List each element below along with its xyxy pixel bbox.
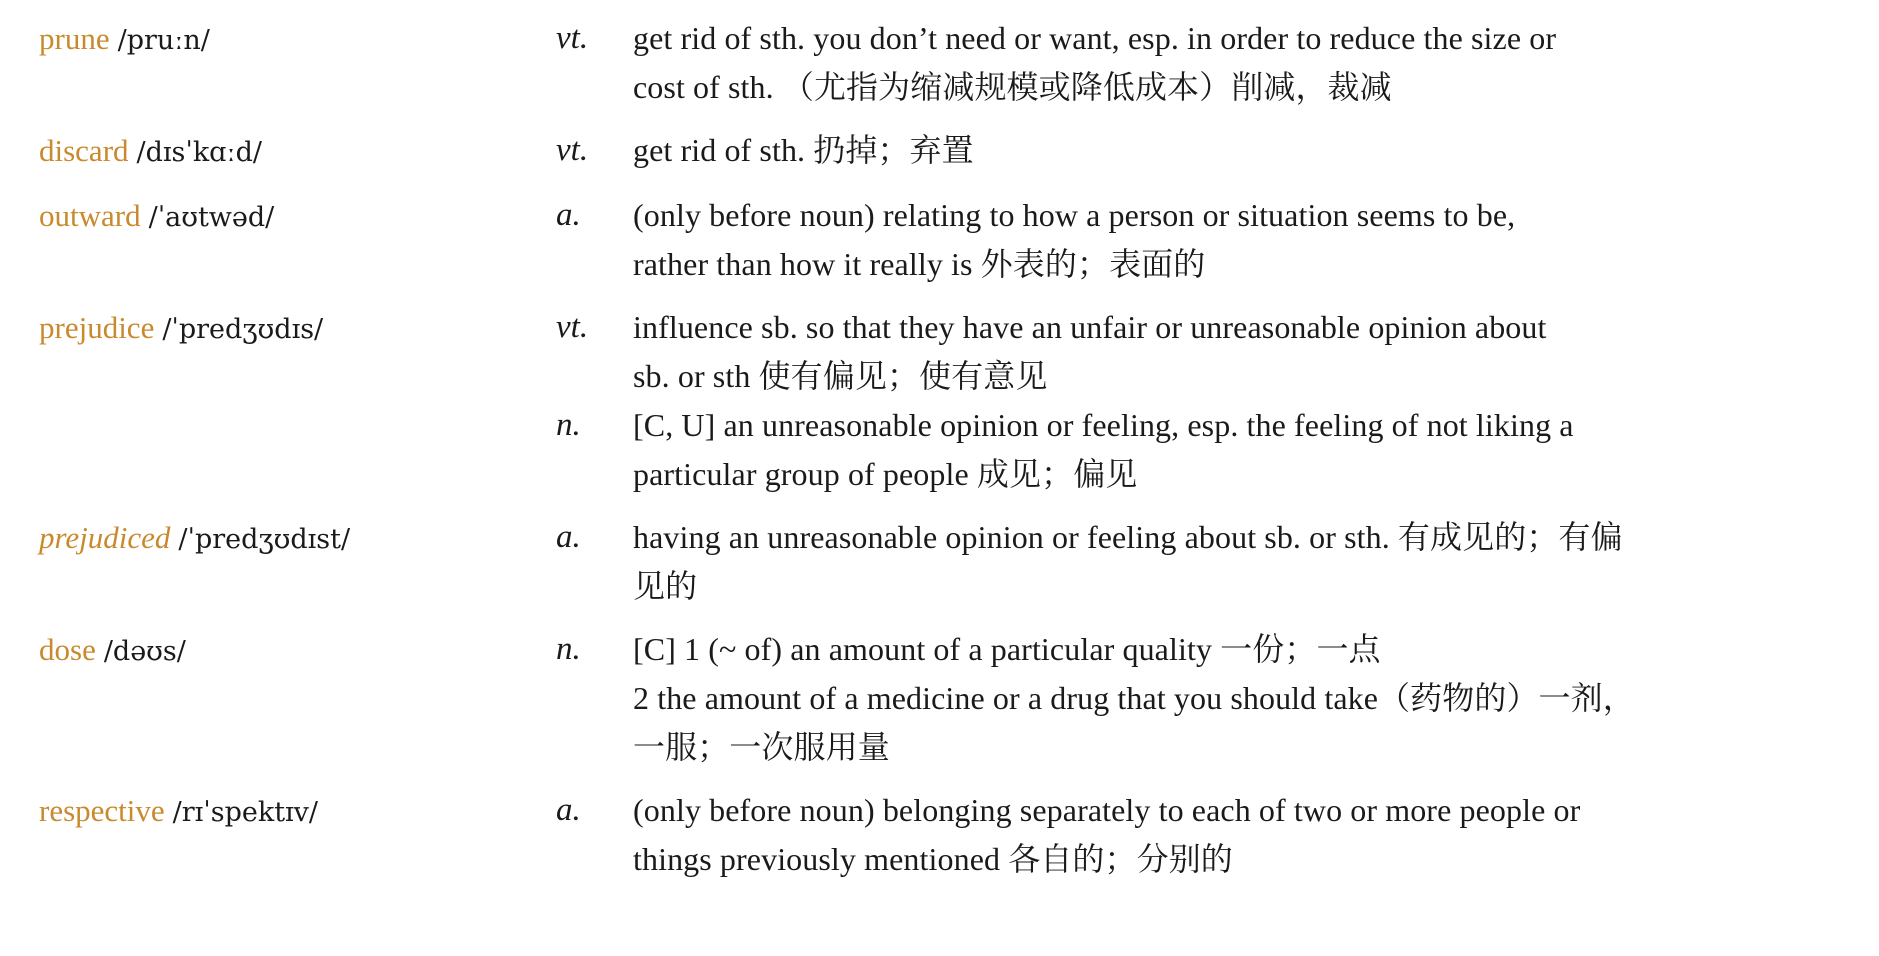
entry-prune (0, 14, 1879, 112)
sense (556, 786, 1853, 884)
definition-line: 见的 (633, 568, 698, 604)
phonetic: /ˈpredʒʊdɪst/ (178, 524, 351, 555)
definition-line: rather than how it really is 外表的；表面的 (633, 246, 1206, 282)
definition-line: [C, U] an unreasonable opinion or feeling, esp. the feeling of not liking a (633, 407, 1574, 443)
part-of-speech: n. (556, 407, 581, 443)
sense (556, 303, 1853, 401)
part-of-speech: vt. (556, 132, 589, 168)
definition-line: influence sb. so that they have an unfair or unreasonable opinion about (633, 309, 1547, 345)
sense (556, 625, 1853, 772)
sense (556, 126, 1853, 175)
phonetic: /pruːn/ (117, 25, 210, 56)
definition-line: things previously mentioned 各自的；分别的 (633, 841, 1233, 877)
definition-line: get rid of sth. you don’t need or want, esp. in order to reduce the size or (633, 20, 1557, 56)
part-of-speech: vt. (556, 309, 589, 345)
entry-discard (0, 126, 1879, 177)
headword: dose (39, 632, 96, 667)
phonetic: /ˈaʊtwəd/ (148, 202, 275, 233)
definition (633, 513, 1853, 611)
headword: prune (39, 21, 110, 56)
definition (633, 126, 1853, 175)
part-of-speech: a. (556, 792, 581, 828)
definition-line: cost of sth. （尤指为缩减规模或降低成本）削减，裁减 (633, 69, 1392, 105)
definition-line: (only before noun) relating to how a person or situation seems to be, (633, 197, 1516, 233)
definition (633, 191, 1853, 289)
definition-line: 2 the amount of a medicine or a drug that you should take（药物的）一剂， (633, 680, 1635, 716)
entry-prejudiced (0, 513, 1879, 611)
definition-line: particular group of people 成见；偏见 (633, 456, 1138, 492)
phonetic: /dɪsˈkɑːd/ (136, 137, 262, 168)
sense (556, 191, 1853, 289)
definition-line: sb. or sth 使有偏见；使有意见 (633, 358, 1048, 394)
sense (556, 401, 1853, 499)
phonetic: /dəʊs/ (103, 636, 186, 667)
headword: outward (39, 198, 141, 233)
entry-respective (0, 786, 1879, 884)
definition (633, 786, 1853, 884)
part-of-speech: vt. (556, 20, 589, 56)
part-of-speech: a. (556, 197, 581, 233)
sense (556, 513, 1853, 611)
definition (633, 303, 1853, 401)
part-of-speech: n. (556, 631, 581, 667)
definition (633, 625, 1853, 772)
definition (633, 401, 1853, 499)
definition (633, 14, 1853, 112)
definition-line: [C] 1 (~ of) an amount of a particular quality 一份；一点 (633, 631, 1381, 667)
definition-line: having an unreasonable opinion or feeling about sb. or sth. 有成见的；有偏 (633, 519, 1623, 555)
phonetic: /ˈpredʒʊdɪs/ (162, 314, 324, 345)
definition-line: get rid of sth. 扔掉；弃置 (633, 132, 974, 168)
phonetic: /rɪˈspektɪv/ (172, 797, 319, 828)
part-of-speech: a. (556, 519, 581, 555)
headword: respective (39, 793, 165, 828)
headword: prejudiced (39, 520, 171, 555)
definition-line: 一服；一次服用量 (633, 729, 890, 765)
headword: prejudice (39, 310, 155, 345)
headword: discard (39, 133, 129, 168)
definition-line: (only before noun) belonging separately to each of two or more people or (633, 792, 1581, 828)
entry-prejudice (0, 303, 1879, 499)
entry-dose (0, 625, 1879, 772)
sense (556, 14, 1853, 112)
entry-outward (0, 191, 1879, 289)
